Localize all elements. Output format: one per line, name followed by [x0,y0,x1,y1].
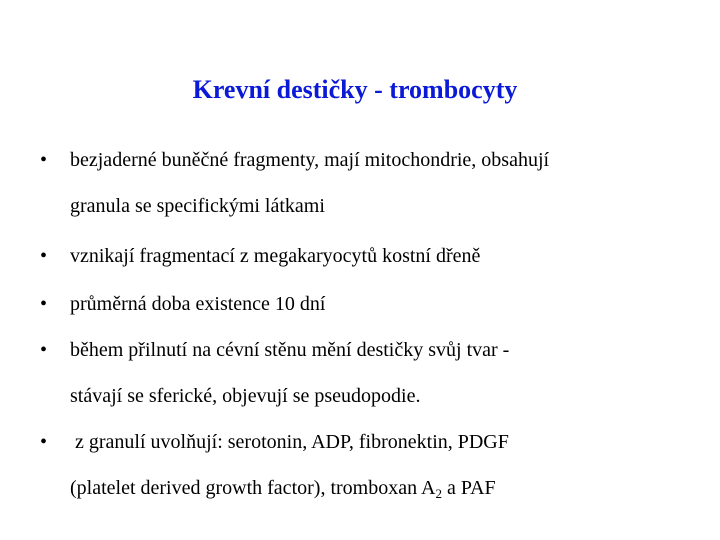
bullet-marker: • [40,245,48,267]
bullet-item-3 [40,291,700,317]
bullet-text-line: vznikají fragmentací z megakaryocytů kostní dřeně [70,245,481,267]
subscript-2: 2 [435,486,442,501]
bullet-marker: • [40,431,48,453]
bullet-text-line: bezjaderné buněčné fragmenty, mají mitochondrie, obsahují [70,149,550,171]
bullet-text-line: během přilnutí na cévní stěnu mění destičky svůj tvar - [70,339,510,361]
bullet-item-5 [40,429,700,501]
bullet-marker: • [40,339,48,361]
bullet-text-line [70,475,496,501]
bullet-item-4 [40,337,700,409]
bullet-text-segment: (platelet derived growth factor), tromboxan A [70,477,436,499]
bullet-text-line: z granulí uvolňují: serotonin, ADP, fibronektin, PDGF [70,431,509,453]
bullet-marker: • [40,293,48,315]
slide-title: Krevní destičky - trombocyty [192,75,518,104]
bullet-item-2 [40,243,700,269]
bullet-item-1 [40,147,700,219]
bullet-text-line: průměrná doba existence 10 dní [70,293,326,315]
bullet-text-line: stávají se sferické, objevují se pseudopodie. [70,385,421,407]
bullet-text-line: granula se specifickými látkami [70,195,325,217]
bullet-text-segment: a PAF [441,477,496,499]
bullet-marker: • [40,149,48,171]
